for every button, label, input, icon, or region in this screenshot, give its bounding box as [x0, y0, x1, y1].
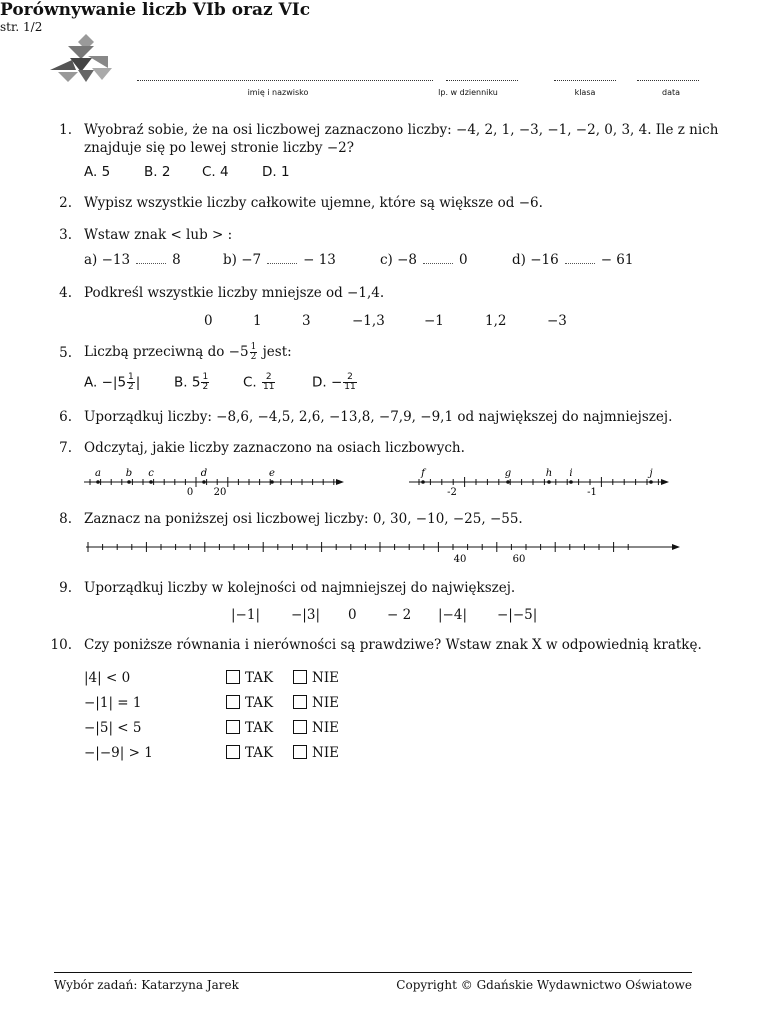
question-3-item-d: [512, 252, 633, 268]
tick-label: -1: [587, 487, 597, 498]
question-3-item-a: [84, 252, 181, 268]
axis-arrow: [661, 479, 669, 485]
point-label: h: [545, 468, 553, 479]
nie-checkbox[interactable]: NIE: [293, 670, 339, 686]
question-9-number-item: |−1|: [231, 607, 260, 623]
question-6-number: 6.: [59, 409, 72, 425]
point-label: b: [125, 468, 133, 479]
question-6-text: Uporządkuj liczby: −8,6, −4,5, 2,6, −13,8, −7,9, −9,1 od największej do najmniejszej.: [84, 409, 673, 425]
statement: |4| < 0: [84, 670, 131, 686]
axis-point: [649, 480, 653, 484]
question-4-number-item[interactable]: 1: [253, 313, 262, 329]
item-d-left: d) −16: [512, 252, 559, 268]
worksheet-title: Porównywanie liczb VIb oraz VIc: [0, 0, 311, 20]
question-1-option-a[interactable]: A. 5: [84, 164, 111, 180]
question-1-text-line1: Wyobraź sobie, że na osi liczbowej zaznaczono liczby: −4, 2, 1, −3, −1, −2, 0, 3, 4. Ile z nich: [84, 122, 719, 138]
question-3-number: 3.: [59, 227, 72, 243]
point-label: g: [504, 468, 512, 479]
statement: −|5| < 5: [84, 720, 142, 736]
class-label: klasa: [574, 88, 596, 97]
question-5-option-b[interactable]: B. 5 $\frac{1}{2}$: [174, 372, 209, 392]
nie-checkbox[interactable]: NIE: [293, 745, 339, 761]
footer-divider: [54, 972, 692, 973]
question-1-text-line2: znajduje się po lewej stronie liczby −2?: [84, 140, 354, 156]
question-4-number-item[interactable]: 3: [302, 313, 311, 329]
axis-point: [506, 480, 510, 484]
number-line-2: [405, 462, 675, 502]
question-5-number: 5.: [59, 345, 72, 361]
question-8-number: 8.: [59, 511, 72, 527]
axis-point: [202, 480, 206, 484]
register-number-field[interactable]: [446, 74, 518, 81]
fraction-one-half: $\frac{1}{2}$: [250, 342, 257, 362]
question-4-number-item[interactable]: −1,3: [352, 313, 385, 329]
number-line-1: [80, 462, 350, 502]
name-field[interactable]: [137, 74, 433, 81]
question-5-text-start: Liczbą przeciwną do −5: [84, 344, 249, 360]
question-8-text: Zaznacz na poniższej osi liczbowej liczby: 0, 30, −10, −25, −55.: [84, 511, 523, 527]
question-10-row: [84, 695, 141, 711]
question-4-number-item[interactable]: −3: [547, 313, 567, 329]
number-line-3[interactable]: [84, 536, 688, 570]
item-a-left: a) −13: [84, 252, 131, 268]
question-5-option-d[interactable]: D. − $\frac{2}{11}$: [312, 372, 356, 392]
tak-checkbox[interactable]: TAK: [226, 695, 273, 711]
question-9-number-item: |−4|: [438, 607, 467, 623]
point-label: j: [649, 468, 653, 479]
point-label: i: [569, 468, 573, 479]
tick-label: 0: [186, 487, 194, 498]
question-9-number: 9.: [59, 580, 72, 596]
item-c-blank[interactable]: [423, 253, 453, 264]
question-10-number: 10.: [50, 637, 72, 653]
question-10-row: [84, 745, 153, 761]
axis-arrow: [336, 479, 344, 485]
point-label: e: [269, 468, 275, 479]
question-3-item-b: [223, 252, 336, 268]
question-10-row: [84, 720, 141, 736]
question-1-number: 1.: [59, 122, 72, 138]
axis-point: [547, 480, 551, 484]
tak-checkbox[interactable]: TAK: [226, 670, 273, 686]
item-b-right: − 13: [303, 252, 336, 268]
question-7-number: 7.: [59, 440, 72, 456]
point-label: c: [148, 468, 154, 479]
item-d-blank[interactable]: [565, 253, 595, 264]
question-4-number: 4.: [59, 285, 72, 301]
item-c-left: c) −8: [380, 252, 418, 268]
footer-author: Wybór zadań: Katarzyna Jarek: [54, 978, 239, 992]
tak-checkbox[interactable]: TAK: [226, 720, 273, 736]
point-label: f: [421, 468, 425, 479]
nie-checkbox[interactable]: NIE: [293, 720, 339, 736]
question-7-text: Odczytaj, jakie liczby zaznaczono na osiach liczbowych.: [84, 440, 465, 456]
page-number: str. 1/2: [0, 20, 43, 34]
axis-point: [96, 480, 100, 484]
axis-point: [270, 480, 274, 484]
axis-point: [127, 480, 131, 484]
item-a-blank[interactable]: [136, 253, 166, 264]
question-1-option-c[interactable]: C. 4: [202, 164, 229, 180]
item-a-right: 8: [172, 252, 181, 268]
question-5-text: [84, 343, 292, 362]
tick-label: -2: [447, 487, 457, 498]
question-3-text: Wstaw znak < lub > :: [84, 227, 233, 243]
axis-point: [149, 480, 153, 484]
date-label: data: [661, 88, 681, 97]
question-9-number-item: −|3|: [291, 607, 320, 623]
tak-checkbox[interactable]: TAK: [226, 745, 273, 761]
item-b-left: b) −7: [223, 252, 262, 268]
question-5-option-a[interactable]: A. −|5 $\frac{1}{2}$ |: [84, 372, 141, 392]
axis-point: [569, 480, 573, 484]
class-field[interactable]: [554, 74, 616, 81]
point-label: d: [200, 468, 208, 479]
statement: −|−9| > 1: [84, 745, 153, 761]
question-4-number-item[interactable]: −1: [424, 313, 444, 329]
question-10-text: Czy poniższe równania i nierówności są prawdziwe? Wstaw znak X w odpowiednią kratkę.: [84, 637, 702, 653]
question-9-number-item: −|−5|: [497, 607, 538, 623]
date-field[interactable]: [637, 74, 699, 81]
publisher-logo: [48, 32, 114, 88]
point-label: a: [95, 468, 101, 479]
item-c-right: 0: [459, 252, 468, 268]
question-10-row: [84, 670, 130, 686]
question-5-text-end: jest:: [262, 344, 292, 360]
question-9-number-item: − 2: [387, 607, 412, 623]
axis-point: [421, 480, 425, 484]
tick-label: 40: [453, 554, 467, 565]
question-1-option-b[interactable]: B. 2: [144, 164, 171, 180]
question-5-option-c[interactable]: C. $\frac{2}{11}$: [243, 372, 275, 392]
nie-checkbox[interactable]: NIE: [293, 695, 339, 711]
question-4-number-item[interactable]: 1,2: [485, 313, 507, 329]
register-number-label: lp. w dzienniku: [438, 88, 498, 97]
footer-copyright: Copyright © Gdańskie Wydawnictwo Oświatowe: [396, 978, 692, 992]
tick-label: 60: [512, 554, 526, 565]
question-2-text: Wypisz wszystkie liczby całkowite ujemne, które są większe od −6.: [84, 195, 543, 211]
statement: −|1| = 1: [84, 695, 142, 711]
tick-label: 20: [213, 487, 227, 498]
question-1-option-d[interactable]: D. 1: [262, 164, 290, 180]
item-d-right: − 61: [600, 252, 634, 268]
question-9-text: Uporządkuj liczby w kolejności od najmniejszej do największej.: [84, 580, 516, 596]
question-2-number: 2.: [59, 195, 72, 211]
question-4-text: Podkreśl wszystkie liczby mniejsze od −1,4.: [84, 285, 385, 301]
question-3-item-c: [380, 252, 468, 268]
name-field-label: imię i nazwisko: [247, 88, 309, 97]
axis-arrow: [672, 544, 680, 550]
item-b-blank[interactable]: [267, 253, 297, 264]
question-9-number-item: 0: [348, 607, 357, 623]
question-4-number-item[interactable]: 0: [204, 313, 213, 329]
